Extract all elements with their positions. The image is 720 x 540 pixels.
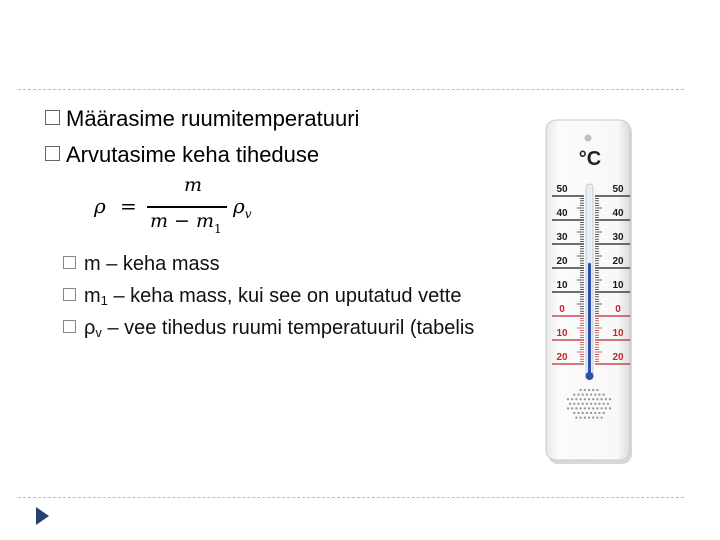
grille-dot [605,398,607,400]
grille-dot [596,389,598,391]
right-scale-label: 20 [612,256,624,267]
hanging-hole-icon [585,135,592,142]
grille-dot [584,407,586,409]
grille-dot [573,403,575,405]
formula-denominator [150,210,222,236]
grille-dot [609,407,611,409]
grille-dot [594,394,596,396]
right-scale-label: 30 [612,232,624,243]
formula-lhs: ρ [94,194,106,218]
formula-factor [233,194,252,221]
grille-dot [582,412,584,414]
grille-dot [580,417,582,419]
triangle-right-icon[interactable] [36,507,49,525]
bullet-body-density [45,142,319,168]
unit-label: °C [578,148,602,170]
bullet-room-temperature [45,106,359,132]
left-scale-label: 50 [556,184,568,195]
bottom-divider [18,497,684,498]
grille-dot [567,398,569,400]
grille-dot [580,407,582,409]
left-scale-label: 40 [556,208,568,219]
grille-dot [590,412,592,414]
grille-dot [573,412,575,414]
grille-dot [605,407,607,409]
grille-dot [590,403,592,405]
grille-dot [584,398,586,400]
grille-dot [584,389,586,391]
grille-dot [592,407,594,409]
grille-dot [598,412,600,414]
grille-dot [577,403,579,405]
right-scale-label: 10 [612,328,624,339]
grille-dot [596,417,598,419]
grille-dot [580,389,582,391]
grille-dot [569,403,571,405]
definition-mass-in-water [63,284,461,313]
bullet-text: Arvutasime keha tiheduse [66,142,320,167]
definition-water-density [63,316,474,345]
grille-dot [575,417,577,419]
denominator-sub: 1 [214,222,222,236]
grille-dot [609,398,611,400]
denominator-main: m − m [150,210,215,232]
formula-numerator: m [184,174,203,196]
grille-dot [580,398,582,400]
grille-dot [586,403,588,405]
left-scale-label: 20 [556,256,568,267]
right-scale-label: 40 [612,208,624,219]
liquid-column [588,263,591,376]
grille-dot [590,394,592,396]
grille-dot [607,403,609,405]
grille-dot [592,417,594,419]
grille-dot [584,417,586,419]
def-sub: v [95,325,102,340]
grille-dot [582,394,584,396]
left-scale-label: 10 [556,328,568,339]
checkbox-bullet-icon [63,256,76,269]
def-text: – vee tihedus ruumi temperatuuril (tabelis [101,317,475,339]
grille-dot [588,389,590,391]
grille-dot [577,394,579,396]
right-scale-label: 50 [612,184,624,195]
checkbox-bullet-icon [63,288,76,301]
formula-equals: = [120,194,137,218]
grille-dot [598,394,600,396]
grille-dot [594,412,596,414]
bulb [586,372,594,380]
def-symbol: m [84,253,101,275]
grille-dot [571,398,573,400]
grille-dot [575,398,577,400]
grille-dot [598,403,600,405]
def-symbol: m [84,285,101,307]
right-scale-label: 0 [615,304,621,315]
top-divider [18,89,684,90]
grille-dot [592,389,594,391]
thermometer-image [540,118,640,468]
left-scale-label: 20 [556,352,568,363]
grille-dot [601,407,603,409]
def-symbol: ρ [84,317,96,339]
right-scale-label: 20 [612,352,624,363]
grille-dot [575,407,577,409]
grille-dot [596,407,598,409]
grille-dot [603,412,605,414]
checkbox-bullet-icon [63,320,76,333]
def-text: – keha mass, kui see on uputatud vette [107,285,462,307]
fraction-bar [147,206,227,208]
grille-dot [588,398,590,400]
grille-dot [592,398,594,400]
def-sub: 1 [100,293,108,308]
right-scale-label: 10 [612,280,624,291]
grille-dot [571,407,573,409]
grille-dot [586,394,588,396]
def-text: – keha mass [100,253,220,275]
checkbox-bullet-icon [45,110,60,125]
grille-dot [577,412,579,414]
grille-dot [594,403,596,405]
grille-dot [596,398,598,400]
grille-dot [586,412,588,414]
grille-dot [588,417,590,419]
grille-dot [603,394,605,396]
grille-dot [601,398,603,400]
grille-dot [582,403,584,405]
factor-symbol: ρ [233,194,245,218]
grille-dot [573,394,575,396]
grille-dot [567,407,569,409]
density-formula [94,172,274,242]
definition-mass [63,252,220,281]
left-scale-label: 10 [556,280,568,291]
checkbox-bullet-icon [45,146,60,161]
factor-sub: v [244,207,252,221]
grille-dot [601,417,603,419]
grille-dot [603,403,605,405]
bullet-text: Määrasime ruumitemperatuuri [66,106,360,131]
grille-dot [588,407,590,409]
left-scale-label: 30 [556,232,568,243]
left-scale-label: 0 [559,304,565,315]
